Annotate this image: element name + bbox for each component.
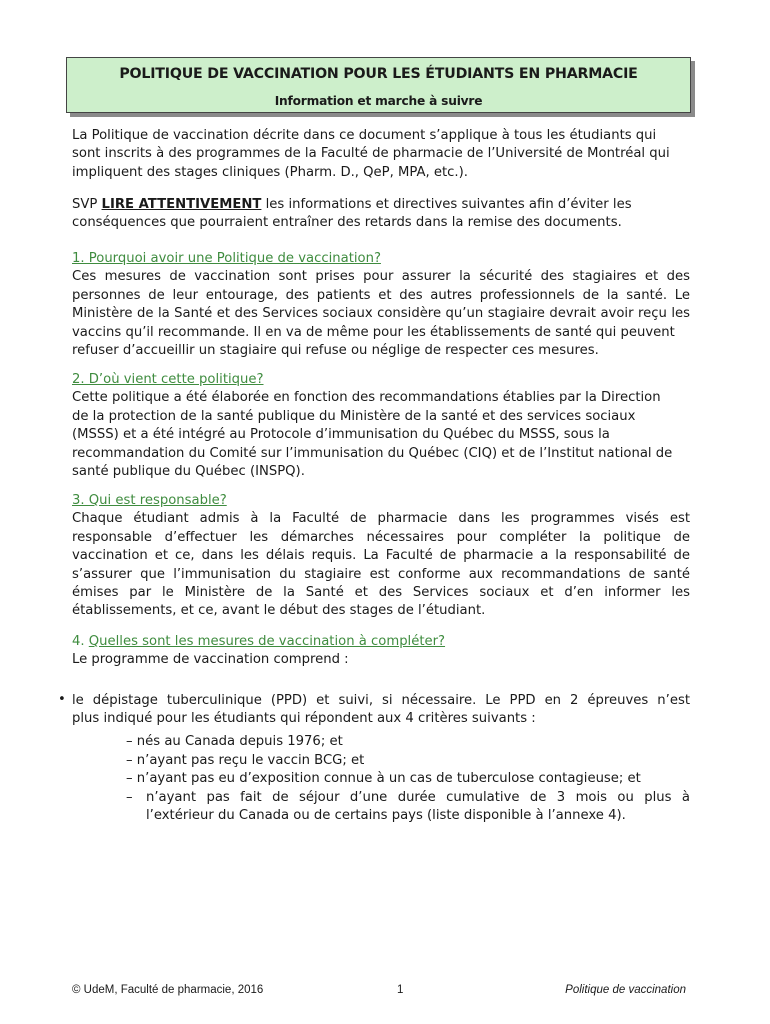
bullet-item	[72, 692, 690, 729]
criteria-item: l’extérieur du Canada ou de certains pays (liste disponible à l’annexe 4).	[146, 808, 626, 823]
criteria-dash: –	[126, 790, 133, 805]
section-heading: 1. Pourquoi avoir une Politique de vaccination?	[72, 251, 381, 266]
section-heading: 2. D’où vient cette politique?	[72, 372, 264, 387]
section-line: de la protection de la santé publique du Ministère de la santé et des services sociaux	[72, 408, 636, 424]
document-title: POLITIQUE DE VACCINATION POUR LES ÉTUDIANTS EN PHARMACIE	[119, 66, 638, 82]
section-line: s’assurer que l’immunisation du stagiaire est conforme aux recommandations de santé	[72, 566, 690, 582]
section-line: vaccination et ce, dans les délais requis. La Faculté de pharmacie a la responsabilité de	[72, 548, 690, 564]
intro-line: sont inscrits à des programmes de la Faculté de pharmacie de l’Université de Montréal qui	[72, 146, 670, 162]
section-line: personnes de leur entourage, des patients et des autres professionnels de la santé. Le	[72, 287, 690, 303]
section-line: vaccins qu’il recommande. Il en va de même pour les établissements de santé qui peuvent	[72, 324, 675, 340]
section-line: recommandation du Comité sur l’immunisation du Québec (CIQ) et de l’Institut national de	[72, 445, 673, 461]
notice-rest: les informations et directives suivantes afin d’éviter les	[261, 197, 632, 212]
section-1	[72, 250, 690, 360]
section-line: Cette politique a été élaborée en fonction des recommandations établies par la Direction	[72, 390, 661, 406]
document-subtitle: Information et marche à suivre	[274, 94, 483, 108]
notice-prefix: SVP	[72, 197, 102, 212]
bullet-line: le dépistage tuberculinique (PPD) et suivi, si nécessaire. Le PPD en 2 épreuves n’est	[72, 693, 690, 708]
notice-line: conséquences que pourraient entraîner des retards dans la remise des documents.	[72, 215, 622, 231]
bullet-line: plus indiqué pour les étudiants qui répondent aux 4 critères suivants :	[72, 711, 536, 727]
criteria-item: n’ayant pas fait de séjour d’une durée cumulative de 3 mois ou plus à	[146, 790, 690, 805]
notice-emphasis: LIRE ATTENTIVEMENT	[101, 197, 262, 212]
section-line: Chaque étudiant admis à la Faculté de pharmacie dans les programmes visés est	[72, 511, 690, 527]
footer-page-number: 1	[397, 984, 404, 996]
section-2	[72, 371, 690, 481]
section-line: Le programme de vaccination comprend :	[72, 652, 349, 668]
section-line: (MSSS) et a été intégré au Protocole d’immunisation du Québec du MSSS, sous la	[72, 427, 610, 443]
notice-line	[72, 196, 690, 214]
section-line: refuser d’accueillir un stagiaire qui refuse ou néglige de respecter ces mesures.	[72, 343, 599, 359]
title-box	[66, 57, 691, 113]
section-3	[72, 492, 690, 621]
section-line: santé publique du Québec (INSPQ).	[72, 464, 305, 480]
section-heading-text: Quelles sont les mesures de vaccination à compléter?	[88, 634, 446, 649]
intro-line: impliquent des stages cliniques (Pharm. D., QeP, MPA, etc.).	[72, 164, 468, 180]
section-heading	[72, 633, 690, 651]
footer-document-name: Politique de vaccination	[565, 984, 686, 996]
section-line: responsable d’effectuer les démarches nécessaires pour compléter la politique de	[72, 529, 690, 545]
section-line: établissements, et ce, avant le début des stages de l’étudiant.	[72, 603, 486, 619]
criteria-item: – n’ayant pas reçu le vaccin BCG; et	[126, 753, 365, 768]
section-line: Ministère de la Santé et des Services sociaux considère qu’un stagiaire devrait avoir reçu les	[72, 306, 690, 322]
intro-line: La Politique de vaccination décrite dans ce document s’applique à tous les étudiants qui	[72, 128, 657, 143]
criteria-item: – n’ayant pas eu d’exposition connue à un cas de tuberculose contagieuse; et	[126, 771, 641, 786]
bullet-dot: •	[58, 692, 66, 707]
section-heading: 3. Qui est responsable?	[72, 493, 227, 508]
intro-paragraph	[72, 127, 690, 182]
section-heading-number: 4.	[72, 634, 89, 649]
section-line: Ces mesures de vaccination sont prises pour assurer la sécurité des stagiaires et des	[72, 269, 690, 285]
footer-copyright: © UdeM, Faculté de pharmacie, 2016	[72, 984, 264, 996]
notice-paragraph	[72, 196, 690, 233]
section-4	[72, 633, 690, 670]
section-line: émises par le Ministère de la Santé et des Services sociaux et d’en informer les	[72, 585, 690, 601]
criteria-item: – nés au Canada depuis 1976; et	[126, 734, 343, 749]
